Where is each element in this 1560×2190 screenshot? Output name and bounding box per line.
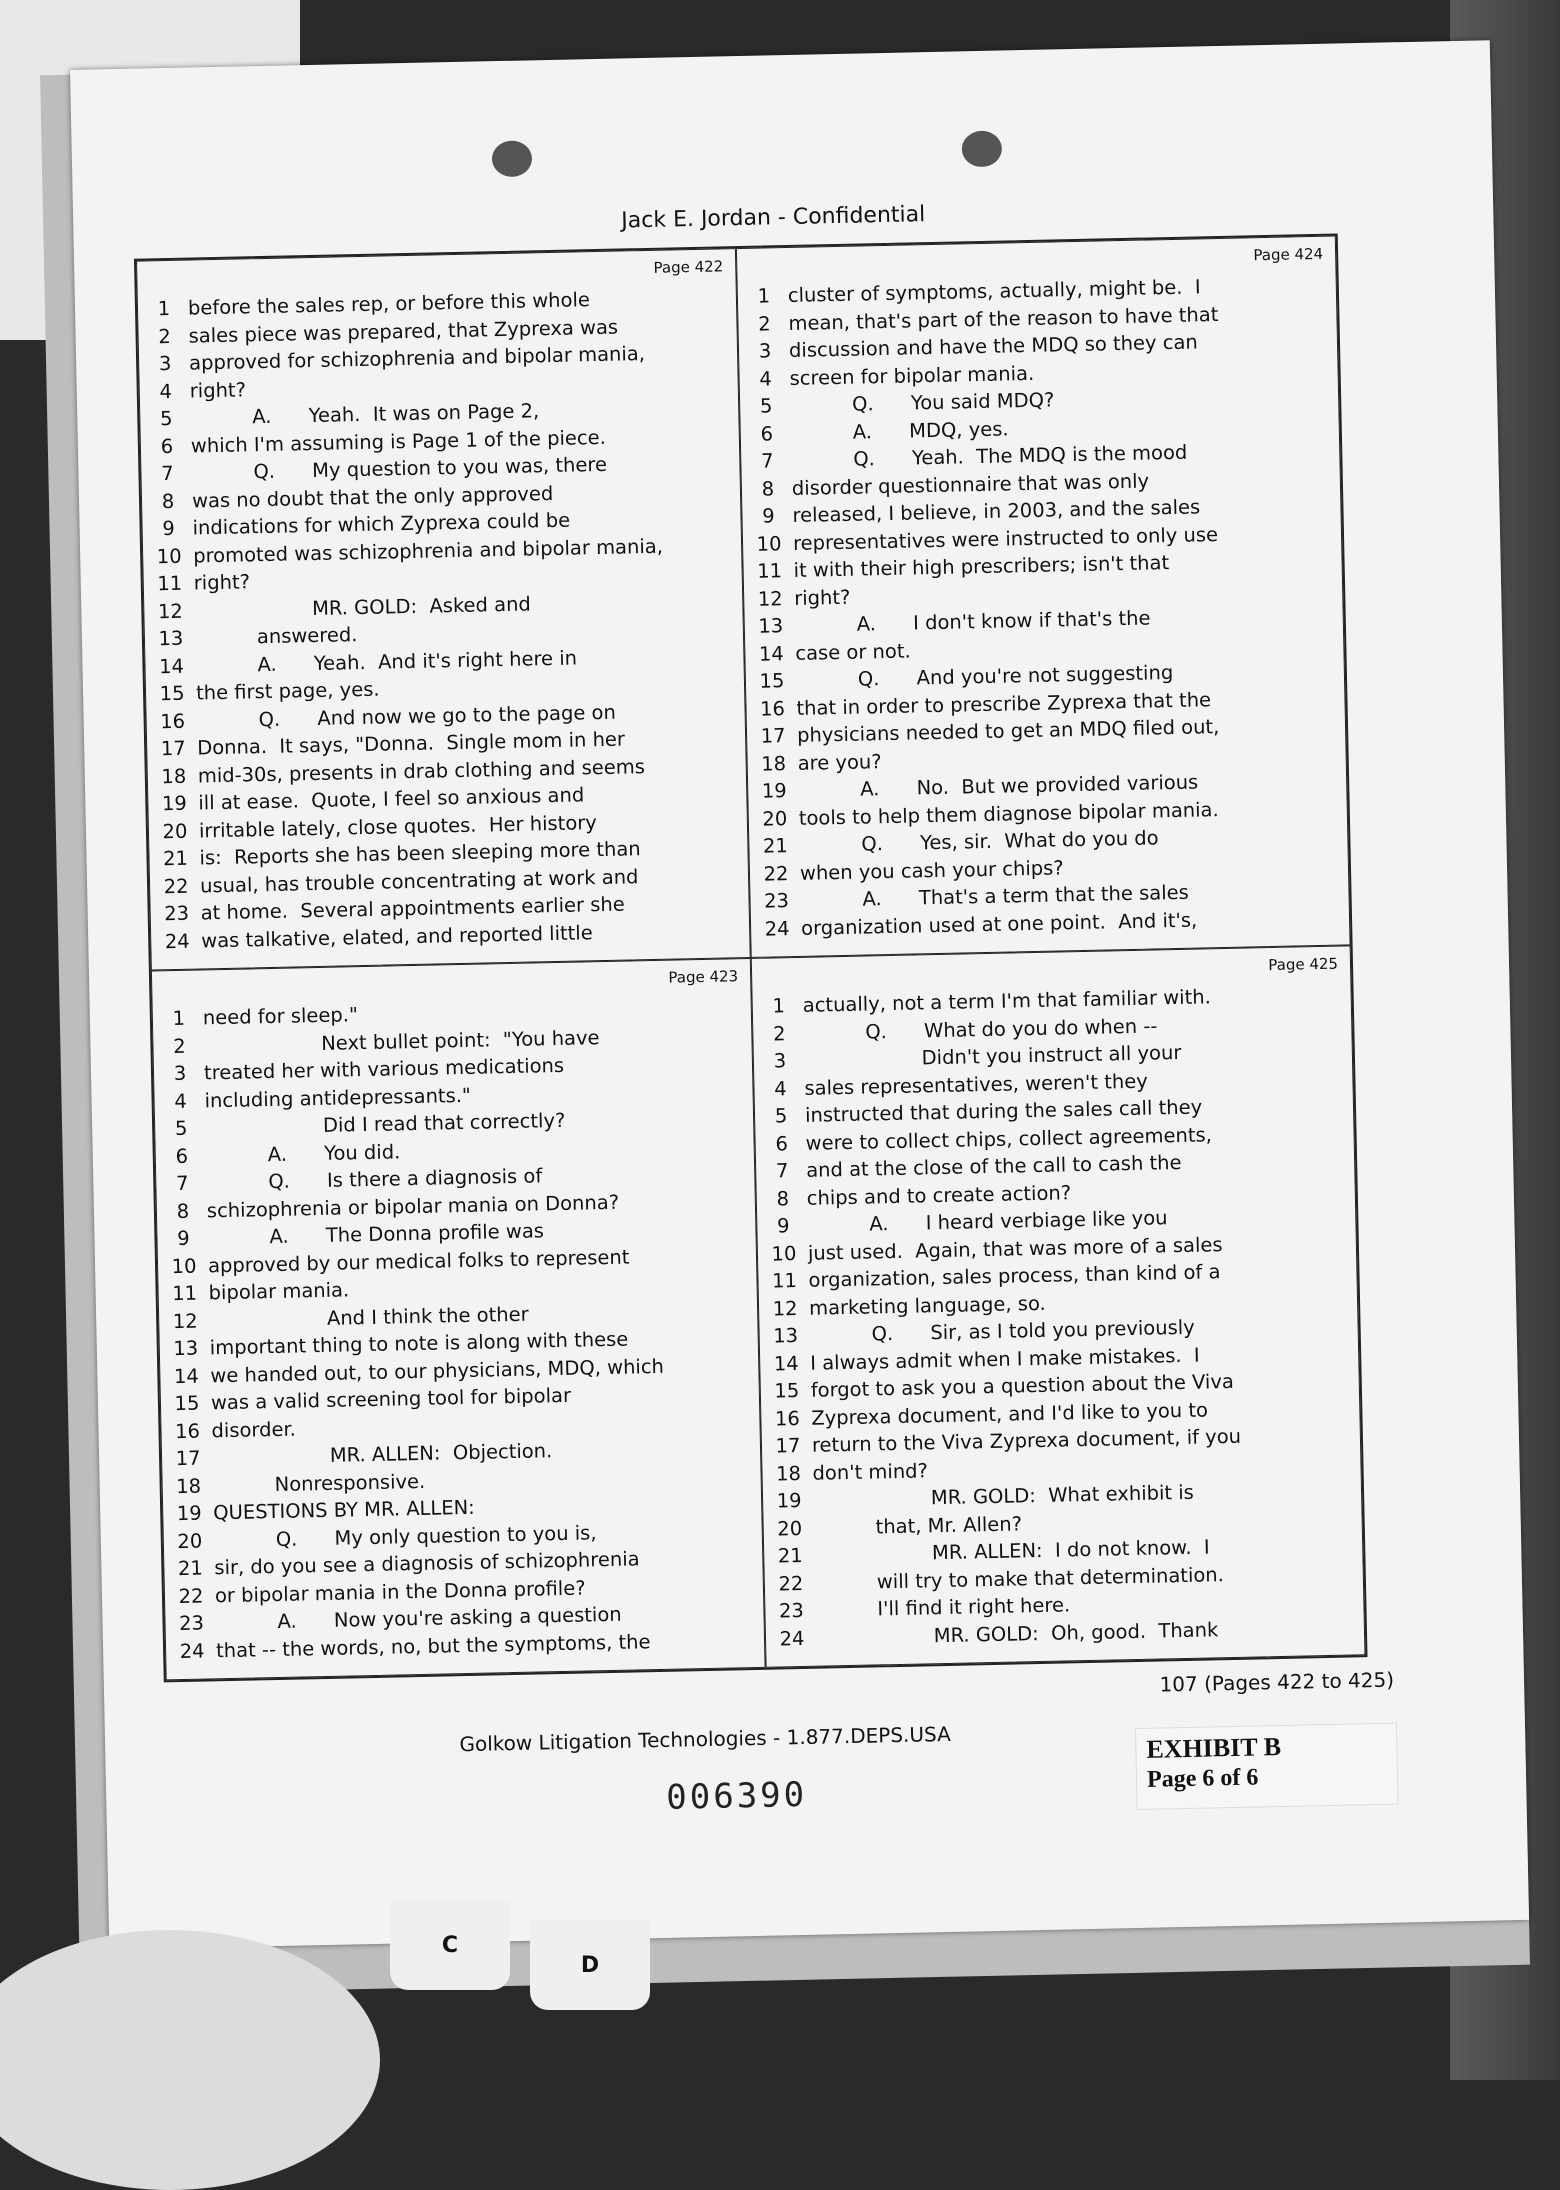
line-number: 23 bbox=[178, 1611, 205, 1636]
transcript-grid bbox=[134, 233, 1368, 1682]
line-number: 5 bbox=[174, 1117, 188, 1141]
line-number: 17 bbox=[760, 724, 786, 748]
line-text: Zyprexa document, and I'd like to you to bbox=[811, 1398, 1209, 1430]
line-number: 17 bbox=[160, 736, 186, 761]
line-number: 11 bbox=[771, 1269, 798, 1293]
line-text: Donna. It says, "Donna. Single mom in her bbox=[196, 727, 626, 760]
line-text: Q. Sir, as I told you previously bbox=[809, 1315, 1195, 1348]
line-number: 12 bbox=[757, 586, 783, 611]
line-text: released, I believe, in 2003, and the sales bbox=[792, 495, 1201, 528]
line-text: Q. Yeah. The MDQ is the mood bbox=[791, 440, 1188, 473]
line-text: A. That's a term that the sales bbox=[800, 881, 1190, 913]
line-text: that, Mr. Allen? bbox=[813, 1512, 1023, 1540]
line-number: 5 bbox=[774, 1104, 788, 1128]
line-number: 13 bbox=[758, 614, 784, 638]
line-number: 23 bbox=[763, 889, 790, 913]
line-number: 21 bbox=[177, 1556, 204, 1581]
line-number: 18 bbox=[176, 1474, 202, 1498]
line-text: tools to help them diagnose bipolar mania. bbox=[798, 797, 1219, 830]
footer-pages: 107 (Pages 422 to 425) bbox=[1159, 1667, 1395, 1697]
line-number: 19 bbox=[761, 779, 787, 803]
line-number: 3 bbox=[173, 1062, 187, 1086]
bates-number: 006390 bbox=[665, 1774, 808, 1818]
transcript-lines bbox=[146, 283, 740, 955]
line-text: return to the Viva Zyprexa document, if you bbox=[811, 1425, 1242, 1458]
line-number: 12 bbox=[157, 599, 184, 624]
line-text: need for sleep." bbox=[202, 1003, 359, 1030]
line-text: MR. GOLD: Asked and bbox=[194, 592, 532, 623]
line-text: chips and to create action? bbox=[806, 1181, 1072, 1210]
line-number: 20 bbox=[777, 1516, 803, 1541]
line-text: were to collect chips, collect agreements, bbox=[805, 1123, 1213, 1155]
line-number: 10 bbox=[756, 531, 782, 556]
line-text: Q. And you're not suggesting bbox=[795, 661, 1174, 693]
line-text: just used. Again, that was more of a sales bbox=[807, 1232, 1223, 1265]
line-text: sales piece was prepared, that Zyprexa was bbox=[188, 315, 619, 348]
line-text: answered. bbox=[194, 623, 358, 650]
line-text: organization, sales process, than kind of a bbox=[808, 1260, 1221, 1293]
exhibit-page: Page 6 of 6 bbox=[1146, 1764, 1259, 1793]
line-number: 1 bbox=[772, 994, 786, 1018]
line-number: 4 bbox=[774, 1076, 787, 1101]
page-number: Page 422 bbox=[653, 257, 724, 277]
line-text: MR. GOLD: Oh, good. Thank bbox=[815, 1618, 1219, 1650]
page-number: Page 425 bbox=[1268, 954, 1339, 975]
line-number: 17 bbox=[175, 1446, 201, 1471]
line-text: representatives were instructed to only use bbox=[792, 522, 1219, 555]
line-text: usual, has trouble concentrating at work and bbox=[199, 865, 639, 898]
line-number: 10 bbox=[171, 1254, 197, 1278]
line-text: A. Yeah. And it's right here in bbox=[195, 646, 578, 678]
line-text: Q. You said MDQ? bbox=[789, 388, 1055, 418]
line-number: 7 bbox=[760, 449, 774, 473]
line-text: I always admit when I make mistakes. I bbox=[810, 1343, 1200, 1375]
line-number: 7 bbox=[161, 462, 174, 486]
line-text: Q. My question to you was, there bbox=[191, 453, 608, 485]
line-text: ill at ease. Quote, I feel so anxious and bbox=[198, 783, 585, 815]
line-text: it with their high prescribers; isn't that bbox=[793, 551, 1170, 583]
line-text: promoted was schizophrenia and bipolar mania, bbox=[192, 534, 664, 568]
line-text: cluster of symptoms, actually, might be. I bbox=[787, 275, 1201, 308]
line-number: 9 bbox=[762, 504, 775, 528]
line-number: 24 bbox=[764, 916, 790, 941]
line-number: 20 bbox=[177, 1529, 203, 1553]
line-number: 8 bbox=[161, 489, 175, 513]
line-number: 3 bbox=[158, 352, 172, 376]
panel-page-423 bbox=[151, 958, 766, 1680]
line-text: was a valid screening tool for bipolar bbox=[210, 1384, 572, 1415]
line-text: important thing to note is along with these bbox=[209, 1327, 629, 1360]
line-text: mid-30s, presents in drab clothing and seems bbox=[197, 754, 646, 788]
line-text: that -- the words, no, but the symptoms, the bbox=[215, 1629, 651, 1663]
line-number: 18 bbox=[761, 751, 787, 776]
line-text: A. MDQ, yes. bbox=[790, 417, 1009, 445]
line-text: Q. What do you do when -- bbox=[803, 1014, 1158, 1045]
line-number: 5 bbox=[159, 407, 173, 431]
line-number: 22 bbox=[178, 1584, 204, 1608]
line-number: 10 bbox=[156, 544, 182, 569]
line-number: 4 bbox=[174, 1089, 188, 1113]
line-text: discussion and have the MDQ so they can bbox=[788, 330, 1199, 363]
line-text: Did I read that correctly? bbox=[204, 1109, 566, 1140]
line-number: 6 bbox=[160, 434, 174, 458]
line-number: 14 bbox=[173, 1364, 200, 1388]
line-text: MR. GOLD: What exhibit is bbox=[812, 1481, 1195, 1512]
line-text: are you? bbox=[797, 749, 882, 775]
line-number: 2 bbox=[772, 1021, 786, 1046]
line-number: 16 bbox=[174, 1419, 201, 1443]
line-number: 21 bbox=[762, 834, 789, 858]
line-text: I'll find it right here. bbox=[815, 1593, 1071, 1622]
line-number: 11 bbox=[157, 572, 183, 596]
line-number: 12 bbox=[172, 1309, 198, 1333]
line-text: treated her with various medications bbox=[203, 1054, 565, 1085]
line-text: sales representatives, weren't they bbox=[804, 1069, 1148, 1100]
line-text: disorder. bbox=[211, 1417, 297, 1443]
line-number: 19 bbox=[161, 791, 188, 816]
line-number: 13 bbox=[173, 1336, 199, 1361]
line-number: 4 bbox=[159, 379, 173, 403]
line-text: Q. My only question to you is, bbox=[213, 1521, 597, 1553]
line-text: sir, do you see a diagnosis of schizophrenia bbox=[214, 1547, 640, 1580]
line-number: 20 bbox=[762, 806, 788, 831]
line-number: 3 bbox=[758, 339, 772, 363]
transcript-page bbox=[70, 40, 1529, 1949]
line-text: don't mind? bbox=[812, 1459, 929, 1485]
line-text: bipolar mania. bbox=[208, 1278, 350, 1305]
line-text: forgot to ask you a question about the Viva bbox=[810, 1370, 1235, 1403]
line-number: 11 bbox=[756, 559, 783, 583]
line-text: before the sales rep, or before this whole bbox=[187, 288, 591, 320]
line-text: instructed that during the sales call they bbox=[804, 1095, 1203, 1128]
line-text: disorder questionnaire that was only bbox=[791, 469, 1150, 500]
line-number: 16 bbox=[160, 709, 186, 734]
line-text: schizophrenia or bipolar mania on Donna? bbox=[206, 1190, 620, 1223]
transcript-lines bbox=[746, 271, 1340, 943]
line-number: 8 bbox=[776, 1186, 790, 1211]
line-text: A. I heard verbiage like you bbox=[807, 1206, 1168, 1238]
line-number: 2 bbox=[158, 324, 172, 348]
line-text: A. Yeah. It was on Page 2, bbox=[190, 399, 540, 430]
line-number: 9 bbox=[776, 1214, 790, 1238]
line-number: 9 bbox=[162, 517, 176, 541]
line-number: 16 bbox=[759, 696, 786, 721]
line-number: 5 bbox=[759, 394, 773, 418]
line-text: right? bbox=[793, 585, 851, 610]
line-text: Didn't you instruct all your bbox=[803, 1041, 1182, 1073]
line-text: A. The Donna profile was bbox=[207, 1219, 545, 1250]
line-number: 2 bbox=[758, 312, 771, 336]
line-number: 24 bbox=[779, 1626, 805, 1651]
panel-page-422 bbox=[136, 248, 751, 970]
line-number: 19 bbox=[776, 1489, 802, 1513]
line-text: will try to make that determination. bbox=[814, 1562, 1225, 1595]
line-number: 20 bbox=[162, 819, 188, 843]
punch-hole bbox=[492, 140, 533, 177]
line-text: right? bbox=[189, 378, 247, 403]
line-number: 14 bbox=[773, 1351, 799, 1376]
line-number: 7 bbox=[775, 1159, 789, 1183]
line-number: 15 bbox=[774, 1379, 800, 1403]
line-number: 24 bbox=[179, 1639, 205, 1663]
line-number: 21 bbox=[777, 1544, 803, 1568]
line-number: 7 bbox=[175, 1172, 189, 1196]
line-number: 6 bbox=[760, 422, 774, 446]
page-header: Jack E. Jordan - Confidential bbox=[621, 202, 926, 234]
line-text: MR. ALLEN: I do not know. I bbox=[814, 1535, 1210, 1567]
line-number: 4 bbox=[759, 367, 773, 391]
line-text: and at the close of the call to cash the bbox=[805, 1151, 1182, 1183]
divider-tab-c: C bbox=[390, 1900, 510, 1990]
line-number: 22 bbox=[763, 861, 789, 886]
page-number: Page 424 bbox=[1253, 244, 1324, 265]
line-text: case or not. bbox=[795, 639, 911, 665]
line-number: 9 bbox=[177, 1227, 190, 1251]
line-text: marketing language, so. bbox=[808, 1291, 1046, 1320]
line-text: is: Reports she has been sleeping more than bbox=[199, 837, 641, 870]
line-text: Next bullet point: "You have bbox=[203, 1025, 600, 1058]
line-number: 1 bbox=[157, 297, 171, 321]
line-text: irritable lately, close quotes. Her history bbox=[198, 810, 598, 843]
line-text: A. Now you're asking a question bbox=[215, 1603, 622, 1635]
line-number: 6 bbox=[775, 1131, 789, 1156]
line-number: 14 bbox=[158, 654, 185, 679]
line-text: Q. Yes, sir. What do you do bbox=[799, 826, 1159, 858]
line-text: physicians needed to get an MDQ filed out, bbox=[796, 715, 1220, 748]
line-text: at home. Several appointments earlier she bbox=[200, 892, 625, 925]
line-text: QUESTIONS BY MR. ALLEN: bbox=[213, 1496, 475, 1525]
line-number: 24 bbox=[164, 929, 190, 953]
line-text: screen for bipolar mania. bbox=[789, 361, 1035, 390]
line-number: 6 bbox=[175, 1144, 189, 1168]
footer-company: Golkow Litigation Technologies - 1.877.DEPS.USA bbox=[459, 1721, 951, 1757]
line-text: approved by our medical folks to represent bbox=[207, 1245, 630, 1278]
line-number: 3 bbox=[773, 1049, 787, 1073]
line-text: A. No. But we provided various bbox=[798, 770, 1199, 803]
line-text: approved for schizophrenia and bipolar mania, bbox=[188, 342, 646, 375]
line-text: Q. Is there a diagnosis of bbox=[206, 1164, 543, 1195]
line-number: 17 bbox=[775, 1434, 801, 1458]
line-number: 16 bbox=[774, 1406, 801, 1431]
transcript-lines bbox=[161, 993, 755, 1665]
line-text: organization used at one point. And it's, bbox=[800, 908, 1198, 940]
line-text: A. I don't know if that's the bbox=[794, 606, 1151, 638]
line-number: 18 bbox=[161, 764, 187, 788]
line-number: 22 bbox=[163, 874, 189, 898]
line-number: 8 bbox=[761, 477, 775, 501]
line-text: or bipolar mania in the Donna profile? bbox=[214, 1576, 586, 1608]
line-text: indications for which Zyprexa could be bbox=[192, 508, 571, 540]
line-text: that in order to prescribe Zyprexa that the bbox=[796, 687, 1212, 720]
line-text: mean, that's part of the reason to have that bbox=[788, 302, 1219, 335]
line-text: Nonresponsive. bbox=[212, 1469, 426, 1498]
divider-tab-d: D bbox=[530, 1920, 650, 2010]
line-number: 18 bbox=[775, 1461, 802, 1486]
line-number: 13 bbox=[158, 627, 184, 651]
panel-page-424 bbox=[736, 236, 1351, 958]
line-text: including antidepressants." bbox=[204, 1083, 472, 1113]
line-number: 15 bbox=[759, 669, 785, 693]
line-number: 15 bbox=[159, 681, 185, 706]
line-number: 23 bbox=[164, 901, 190, 926]
transcript-lines bbox=[760, 981, 1354, 1653]
line-text: was no doubt that the only approved bbox=[191, 481, 554, 513]
line-text: And I think the other bbox=[208, 1302, 529, 1333]
line-number: 8 bbox=[176, 1199, 190, 1223]
line-number: 2 bbox=[173, 1034, 186, 1058]
line-text: Q. And now we go to the page on bbox=[196, 700, 617, 733]
line-text: which I'm assuming is Page 1 of the piece. bbox=[190, 425, 607, 458]
exhibit-label bbox=[1135, 1723, 1399, 1810]
line-number: 13 bbox=[773, 1324, 799, 1348]
line-text: A. You did. bbox=[205, 1140, 401, 1168]
line-text: right? bbox=[193, 570, 251, 595]
line-number: 11 bbox=[171, 1281, 198, 1306]
line-number: 1 bbox=[172, 1007, 186, 1031]
line-number: 10 bbox=[771, 1241, 797, 1266]
panel-page-425 bbox=[751, 945, 1366, 1667]
page-number: Page 423 bbox=[668, 967, 739, 987]
line-number: 22 bbox=[778, 1571, 804, 1596]
line-text: the first page, yes. bbox=[195, 677, 380, 705]
line-number: 19 bbox=[176, 1501, 202, 1526]
line-number: 23 bbox=[778, 1599, 805, 1623]
line-number: 12 bbox=[772, 1296, 798, 1321]
line-text: was talkative, elated, and reported little bbox=[201, 920, 593, 953]
line-number: 1 bbox=[757, 284, 771, 308]
line-number: 15 bbox=[174, 1391, 200, 1416]
exhibit-title: EXHIBIT B bbox=[1146, 1732, 1282, 1764]
punch-hole bbox=[961, 131, 1002, 168]
line-number: 21 bbox=[162, 846, 189, 871]
line-text: actually, not a term I'm that familiar with. bbox=[802, 985, 1211, 1018]
line-text: when you cash your chips? bbox=[799, 856, 1064, 885]
line-text: we handed out, to our physicians, MDQ, which bbox=[210, 1354, 665, 1388]
line-text: MR. ALLEN: Objection. bbox=[211, 1439, 553, 1470]
line-number: 14 bbox=[758, 641, 785, 666]
